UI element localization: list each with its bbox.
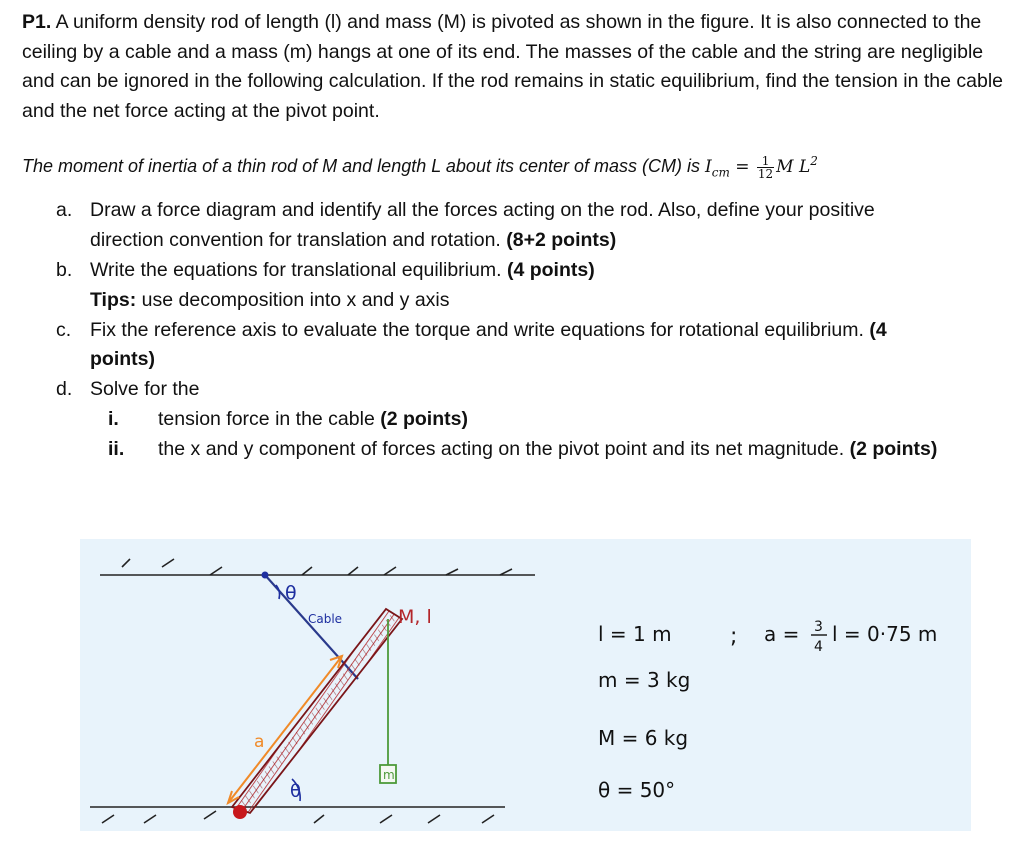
theta-top-label: θ xyxy=(285,582,297,604)
given-a-rhs: l = 0·75 m xyxy=(832,622,938,646)
cable-anchor xyxy=(262,572,269,579)
question-a-label: a. xyxy=(56,199,73,221)
given-a-lhs: a = xyxy=(764,622,800,646)
pivot-point xyxy=(233,805,247,819)
given-a-den: 4 xyxy=(814,639,823,655)
question-d-i-text: tension force in the cable (2 points) xyxy=(158,408,468,430)
moi-subscript: cm xyxy=(711,165,730,180)
moi-text: The moment of inertia of a thin rod of M and length L about its center of mass (CM) is xyxy=(22,156,705,176)
problem-statement xyxy=(22,8,1007,126)
given-theta: θ = 50° xyxy=(598,778,676,802)
question-a-line1: Draw a force diagram and identify all the forces acting on the rod. Also, define your positive xyxy=(90,199,875,221)
question-d-ii-label: ii. xyxy=(108,438,125,460)
question-c-points: points) xyxy=(90,348,155,370)
question-a-line2: direction convention for translation and rotation. (8+2 points) xyxy=(90,229,617,251)
question-c-text: Fix the reference axis to evaluate the torque and write equations for rotational equilibrium. (4 xyxy=(90,319,887,341)
problem-label: P1. xyxy=(22,11,52,33)
given-separator: ; xyxy=(730,624,738,649)
question-d-label: d. xyxy=(56,378,73,400)
question-b-tips: Tips: use decomposition into x and y axis xyxy=(90,289,450,311)
figure-background xyxy=(80,539,971,831)
given-m: m = 3 kg xyxy=(598,668,691,692)
theta-bottom-label: θ xyxy=(290,781,302,802)
moi-fraction: $\frac{1}{12}$ xyxy=(757,153,774,181)
given-a-num: 3 xyxy=(814,619,823,635)
mass-label: m xyxy=(383,768,395,782)
problem-text: A uniform density rod of length (l) and mass (M) is pivoted as shown in the figure. It is also connected to the ceiling by a cable and a mass (m) hangs at one of its end. The masses of the cable and the string are negligible and can be ignored in the following calculation. If the rod remains in static equilibrium, find the tension in the cable and the net force acting at the pivot point. xyxy=(22,11,1003,122)
moment-of-inertia-line xyxy=(22,146,1012,188)
moi-rest: M L xyxy=(776,157,811,177)
a-label: a xyxy=(254,732,265,752)
question-b-text: Write the equations for translational equilibrium. (4 points) xyxy=(90,259,595,281)
given-M: M = 6 kg xyxy=(598,726,689,750)
moi-symbol: I xyxy=(705,157,712,177)
moi-power: 2 xyxy=(810,154,818,168)
question-d-text: Solve for the xyxy=(90,378,200,400)
question-d-ii-text: the x and y component of forces acting on the pivot point and its net magnitude. (2 points) xyxy=(158,438,938,460)
physics-figure xyxy=(80,539,971,831)
cable-label: Cable xyxy=(308,612,343,626)
question-c-label: c. xyxy=(56,319,72,341)
given-l: l = 1 m xyxy=(598,622,672,646)
question-d-i-label: i. xyxy=(108,408,119,430)
rod-label: M, l xyxy=(398,606,432,628)
question-b-label: b. xyxy=(56,259,73,281)
moi-equals: = xyxy=(729,157,755,177)
